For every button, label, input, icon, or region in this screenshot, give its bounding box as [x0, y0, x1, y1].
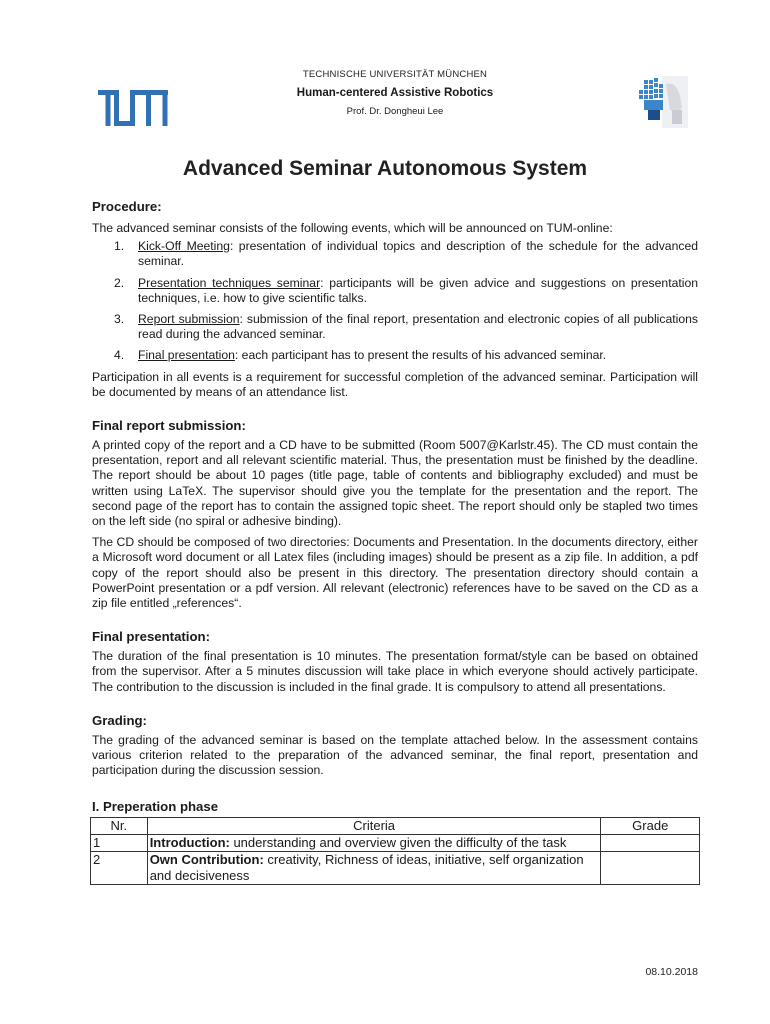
letterhead — [200, 68, 590, 118]
list-number: 4. — [114, 348, 125, 363]
procedure-heading: Procedure: — [92, 199, 162, 214]
list-item — [92, 239, 698, 269]
column-header-criteria: Criteria — [147, 818, 601, 835]
column-header-grade: Grade — [601, 818, 700, 835]
row-grade — [601, 852, 700, 885]
list-item — [92, 312, 698, 342]
phase-title: I. Preperation phase — [92, 799, 219, 815]
criteria-description: creativity, Richness of ideas, initiative, self organization and decisiveness — [149, 852, 584, 884]
event-description: : each participant has to present the results of his advanced seminar. — [234, 348, 607, 363]
list-item — [92, 276, 698, 306]
criteria-description: understanding and overview given the difficulty of the task — [229, 835, 567, 851]
row-grade — [601, 835, 700, 852]
procedure-section — [92, 198, 698, 400]
grading-paragraph: The grading of the advanced seminar is based on the template attached below. In the assessment contains various criterion related to the preparation of the advanced seminar, the final report, presentation and participation during the discussion session. — [92, 732, 698, 778]
criteria-title: Introduction: — [149, 835, 230, 851]
robot-hand-logo — [636, 74, 692, 130]
grading-section — [92, 712, 698, 779]
procedure-closing: Participation in all events is a requirement for successful completion of the advanced seminar. Participation will be documented by means of an attendance list. — [92, 369, 698, 399]
event-label: Final presentation — [138, 348, 235, 363]
list-number: 2. — [114, 275, 125, 290]
tum-logo — [98, 90, 168, 126]
grading-heading: Grading: — [92, 712, 147, 728]
criteria-table — [90, 817, 700, 885]
event-description: : presentation of individual topics and description of the schedule for the advanced seminar. — [138, 239, 699, 269]
document-date: 08.10.2018 — [645, 966, 698, 978]
list-number: 1. — [114, 239, 125, 254]
row-criteria — [147, 852, 601, 885]
list-number: 3. — [114, 312, 125, 327]
final-report-heading: Final report submission: — [92, 418, 246, 434]
event-label: Kick-Off Meeting — [138, 239, 230, 254]
procedure-intro: The advanced seminar consists of the following events, which will be announced on TUM-online: — [92, 221, 613, 235]
event-label: Report submission — [138, 312, 240, 327]
table-row — [91, 852, 700, 885]
professor-name: Prof. Dr. Dongheui Lee — [346, 106, 444, 117]
event-label: Presentation techniques seminar — [138, 275, 321, 290]
row-criteria — [147, 835, 601, 852]
final-report-paragraph-2: The CD should be composed of two directories: Documents and Presentation. In the documents directory, either a Microsoft word document or all Latex files (including images) should be present as a zip file. In addition, a pdf copy of the report should also be present in this directory. The presentation directory should contain a PowerPoint presentation or a pdf version. All relevant (electronic) references have to be saved on the CD as a zip file entitled „references“. — [92, 535, 698, 611]
row-nr: 1 — [91, 835, 148, 852]
event-description: : submission of the final report, presentation and electronic copies of all publications read during the advanced seminar. — [138, 312, 698, 342]
final-presentation-paragraph: The duration of the final presentation is 10 minutes. The presentation format/style can be based on obtained from the supervisor. After a 5 minutes discussion will take place in which everyone should actively participate. The contribution to the discussion is included in the final grade. It is compulsory to attend all presentations. — [92, 649, 698, 694]
event-description: : participants will be given advice and suggestions on presentation techniques, i.e. how to give scientific talks. — [138, 275, 699, 305]
university-name: TECHNISCHE UNIVERSITÄT MÜNCHEN — [302, 69, 488, 80]
list-item — [92, 348, 698, 363]
column-header-nr: Nr. — [91, 818, 148, 835]
chair-name: Human-centered Assistive Robotics — [296, 87, 494, 99]
final-report-section — [92, 417, 698, 611]
table-row — [91, 835, 700, 852]
final-presentation-heading: Final presentation: — [92, 629, 210, 645]
document-title: Advanced Seminar Autonomous System — [182, 157, 588, 180]
document-body — [92, 198, 698, 885]
final-report-paragraph-1: A printed copy of the report and a CD have to be submitted (Room 5007@Karlstr.45). The CD must contain the presentation, report and all relevant scientific material. Thus, the presentation must be finished by the deadline. The report should be about 10 pages (title page, table of contents and bibliography excluded) and must be written using LaTeX. The supervisor should give you the template for the presentation and the report. The second page of the report has to contain the assigned topic sheet. The report should only be stapled two times on the left side (no spiral or adhesive binding). — [92, 438, 698, 529]
row-nr: 2 — [91, 852, 148, 885]
final-presentation-section — [92, 628, 698, 695]
table-header-row — [91, 818, 700, 835]
criteria-title: Own Contribution: — [149, 852, 264, 868]
procedure-list — [92, 239, 698, 363]
